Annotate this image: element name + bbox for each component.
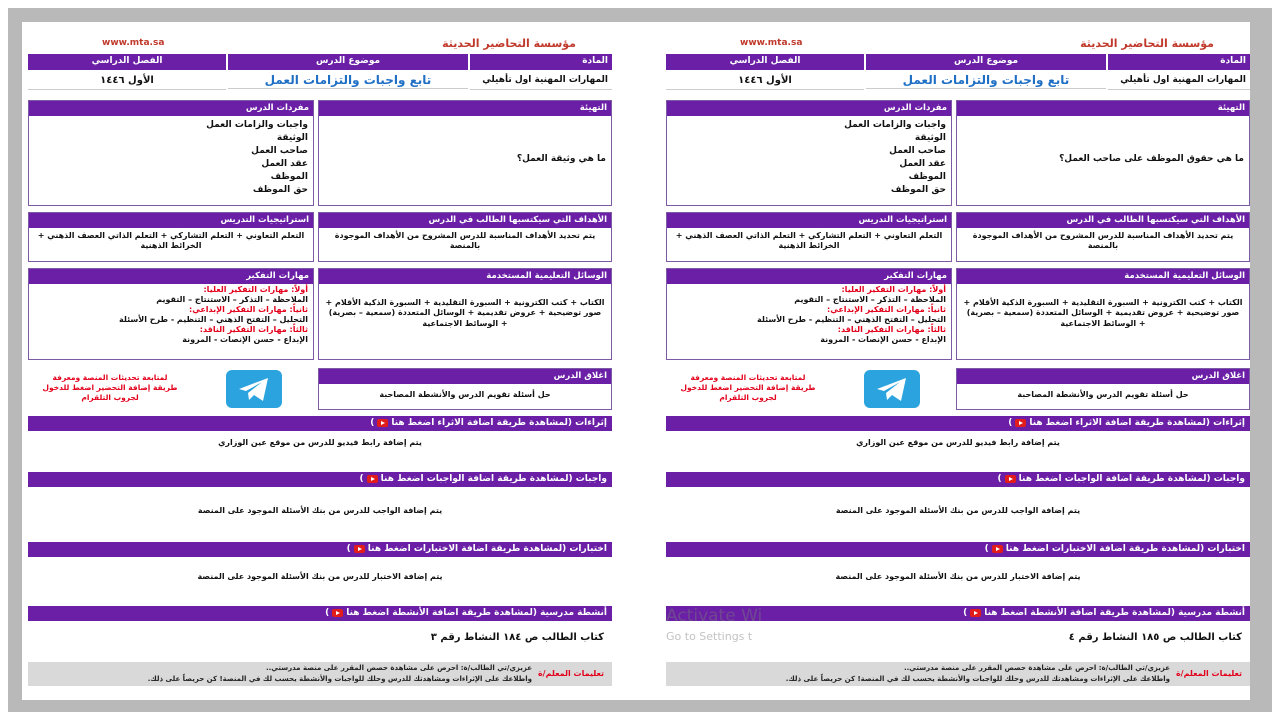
thinking-line: الملاحظة – التذكر – الاستنتاج – التقويم	[156, 295, 308, 304]
tests-title: اختبارات (لمشاهدة طريقة اضافة الاختبارات اضغط هنا	[367, 544, 607, 554]
aids-title: الوسائل التعليمية المستخدمة	[319, 269, 611, 284]
semester-label: الفصل الدراسي	[666, 54, 864, 70]
youtube-icon[interactable]	[377, 419, 388, 427]
activate-watermark-sub: Go to Settings t	[666, 630, 753, 643]
semester-value: الأول ١٤٤٦	[28, 72, 226, 90]
website-link[interactable]: www.mta.sa	[102, 38, 165, 48]
youtube-icon[interactable]	[332, 609, 343, 617]
vocab-box	[28, 100, 314, 206]
homework-title: واجبات (لمشاهدة طريقة اضافة الواجبات اضغط هنا	[380, 474, 607, 484]
homework-bar[interactable]	[28, 472, 612, 487]
lesson-page-1	[28, 34, 612, 686]
close-paren: )	[997, 474, 1002, 484]
tests-body: يتم إضافة الاختبار للدرس من بنك الأسئلة الموجود على المنصة	[197, 572, 443, 581]
enrichment-body: يتم إضافة رابط فيديو للدرس من موقع عين الوزاري	[218, 438, 422, 447]
goals-title: الأهداف التي سيكتسبها الطالب في الدرس	[957, 213, 1249, 228]
vocab-item: واجبات والزامات العمل	[206, 120, 308, 130]
goals-box	[318, 212, 612, 262]
vocab-item: صاحب العمل	[889, 146, 946, 157]
closing-box	[318, 368, 612, 410]
warmup-question: ما هي حقوق الموظف على صاحب العمل؟	[1059, 154, 1244, 164]
thinking-box	[28, 268, 314, 360]
semester-value: الأول ١٤٤٦	[666, 72, 864, 90]
thinking-heading: ثالثاً: مهارات التفكير الناقد:	[837, 325, 946, 334]
homework-body: يتم إضافة الواجب للدرس من بنك الأسئلة الموجود على المنصة	[197, 506, 443, 515]
teacher-notes	[28, 662, 612, 686]
enrichment-bar[interactable]	[28, 416, 612, 431]
page-header	[666, 34, 1250, 52]
strategies-box	[28, 212, 314, 262]
thinking-heading: ثالثاً: مهارات التفكير الناقد:	[199, 325, 308, 334]
thinking-box	[666, 268, 952, 360]
vocab-item: الوثيقة	[914, 133, 946, 144]
thinking-line: التحليل – التفتح الذهني – التنظيم - طرح الأسئلة	[757, 315, 946, 324]
youtube-icon[interactable]	[1005, 475, 1016, 483]
close-paren: )	[1008, 418, 1013, 428]
teacher-line2: واطلاعك على الإثراءات ومشاهدتك للدرس وحلك للواجبات والأنشطة يحسب لك في المنصة! كن حريصاً على ذلك.	[147, 675, 532, 683]
vocab-item: الموظف	[270, 172, 308, 183]
tests-bar[interactable]	[28, 542, 612, 557]
vocab-list	[667, 116, 951, 200]
thinking-heading: ثانياً: مهارات التفكير الإبداعي:	[827, 305, 946, 314]
tests-body: يتم إضافة الاختبار للدرس من بنك الأسئلة الموجود على المنصة	[835, 572, 1081, 581]
warmup-title: التهيئة	[319, 101, 611, 116]
lesson-page-2	[666, 34, 1250, 686]
enrichment-title: إثراءات (لمشاهدة طريقة اضافة الاثراء اضغط هنا	[391, 418, 607, 428]
close-paren: )	[963, 608, 968, 618]
thinking-line: الملاحظة – التذكر – الاستنتاج – التقويم	[794, 295, 946, 304]
strategies-title: استراتيجيات التدريس	[667, 213, 951, 228]
vocab-title: مفردات الدرس	[667, 101, 951, 116]
close-paren: )	[325, 608, 330, 618]
goals-text: يتم تحديد الأهداف المناسبة للدرس المشروح من الأهداف الموجودة بالمنصة	[972, 231, 1234, 251]
thinking-text	[667, 284, 951, 348]
subject-value: المهارات المهنية اول تأهيلي	[1108, 72, 1250, 90]
enrichment-bar[interactable]	[666, 416, 1250, 431]
homework-bar[interactable]	[666, 472, 1250, 487]
goals-text: يتم تحديد الأهداف المناسبة للدرس المشروح من الأهداف الموجودة بالمنصة	[334, 231, 596, 251]
vocab-item: الموظف	[908, 172, 946, 183]
vocab-item: واجبات والزامات العمل	[844, 120, 946, 130]
aids-title: الوسائل التعليمية المستخدمة	[957, 269, 1249, 284]
tests-bar[interactable]	[666, 542, 1250, 557]
org-name: مؤسسة التحاضير الحديثة	[1080, 37, 1214, 50]
warmup-title: التهيئة	[957, 101, 1249, 116]
topic-value: تابع واجبات والتزامات العمل	[866, 71, 1106, 89]
topic-value: تابع واجبات والتزامات العمل	[228, 71, 468, 89]
thinking-line: الإبداع - حسن الإنصات - المرونة	[820, 335, 946, 344]
aids-box	[318, 268, 612, 360]
activities-title: أنشطة مدرسية (لمشاهدة طريقة اضافة الأنشطة اضغط هنا	[984, 608, 1245, 618]
thinking-heading: ثانياً: مهارات التفكير الإبداعي:	[189, 305, 308, 314]
activity-text: كتاب الطالب ص ١٨٥ النشاط رقم ٤	[1068, 632, 1242, 643]
semester-label: الفصل الدراسي	[28, 54, 226, 70]
activities-bar[interactable]	[28, 606, 612, 621]
youtube-icon[interactable]	[970, 609, 981, 617]
youtube-icon[interactable]	[354, 545, 365, 553]
strategies-title: استراتيجيات التدريس	[29, 213, 313, 228]
warmup-box	[956, 100, 1250, 206]
closing-text: حل أسئلة تقويم الدرس والأنشطة المصاحبة	[1017, 390, 1189, 399]
topic-label: موضوع الدرس	[866, 54, 1106, 70]
activities-title: أنشطة مدرسية (لمشاهدة طريقة اضافة الأنشطة اضغط هنا	[346, 608, 607, 618]
vocab-item: عقد العمل	[899, 159, 946, 170]
homework-body: يتم إضافة الواجب للدرس من بنك الأسئلة الموجود على المنصة	[835, 506, 1081, 515]
closing-text: حل أسئلة تقويم الدرس والأنشطة المصاحبة	[379, 390, 551, 399]
subject-label: المادة	[470, 54, 612, 70]
vocab-item: عقد العمل	[261, 159, 308, 170]
goals-box	[956, 212, 1250, 262]
teacher-line1: عزيزي/تي الطالب/ة: احرص على مشاهدة حصص المقرر على منصة مدرستي..	[265, 664, 532, 672]
thinking-title: مهارات التفكير	[667, 269, 951, 284]
vocab-item: حق الموظف	[890, 185, 946, 196]
subject-value: المهارات المهنية اول تأهيلي	[470, 72, 612, 90]
closing-title: اغلاق الدرس	[319, 369, 611, 384]
youtube-icon[interactable]	[1015, 419, 1026, 427]
telegram-icon[interactable]	[864, 370, 920, 408]
close-paren: )	[370, 418, 375, 428]
telegram-icon[interactable]	[226, 370, 282, 408]
telegram-text[interactable]: لمتابعة تحديثات المنصة ومعرفة طريقة إضافة التحضير اضغط للدخول لجروب التلقرام	[42, 373, 178, 403]
page-header	[28, 34, 612, 52]
closing-box	[956, 368, 1250, 410]
teacher-line1: عزيزي/تي الطالب/ة: احرص على مشاهدة حصص المقرر على منصة مدرستي..	[903, 664, 1170, 672]
close-paren: )	[359, 474, 364, 484]
vocab-item: الوثيقة	[276, 133, 308, 144]
warmup-box	[318, 100, 612, 206]
subject-label: المادة	[1108, 54, 1250, 70]
enrichment-title: إثراءات (لمشاهدة طريقة اضافة الاثراء اضغط هنا	[1029, 418, 1245, 428]
org-name: مؤسسة التحاضير الحديثة	[442, 37, 576, 50]
homework-title: واجبات (لمشاهدة طريقة اضافة الواجبات اضغط هنا	[1018, 474, 1245, 484]
close-paren: )	[346, 544, 351, 554]
thinking-heading: أولاً: مهارات التفكير العليا:	[841, 285, 946, 294]
website-link[interactable]: www.mta.sa	[740, 38, 803, 48]
aids-text: الكتاب + كتب الكترونية + السبورة التقليدية + السبورة الذكية الأقلام + صور توضيحية + عروض تقديمية + الوسائل المتعددة (سمعية – بصرية) + الوسائط الاجتماعية	[963, 298, 1243, 328]
strategies-text: التعلم التعاوني + التعلم التشاركي + التعلم الذاتي العصف الذهني + الخرائط الذهنية	[675, 231, 943, 251]
teacher-label: تعليمات المعلم/ة	[1175, 669, 1242, 678]
youtube-icon[interactable]	[367, 475, 378, 483]
thinking-text	[29, 284, 313, 348]
thinking-heading: أولاً: مهارات التفكير العليا:	[203, 285, 308, 294]
teacher-label: تعليمات المعلم/ة	[537, 669, 604, 678]
strategies-box	[666, 212, 952, 262]
goals-title: الأهداف التي سيكتسبها الطالب في الدرس	[319, 213, 611, 228]
activity-text: كتاب الطالب ص ١٨٤ النشاط رقم ٣	[430, 632, 604, 643]
topic-label: موضوع الدرس	[228, 54, 468, 70]
vocab-box	[666, 100, 952, 206]
closing-title: اغلاق الدرس	[957, 369, 1249, 384]
aids-text: الكتاب + كتب الكترونية + السبورة التقليدية + السبورة الذكية الأقلام + صور توضيحية + عروض تقديمية + الوسائل المتعددة (سمعية – بصرية) + الوسائط الاجتماعية	[325, 298, 605, 328]
youtube-icon[interactable]	[992, 545, 1003, 553]
tests-title: اختبارات (لمشاهدة طريقة اضافة الاختبارات اضغط هنا	[1005, 544, 1245, 554]
close-paren: )	[984, 544, 989, 554]
activate-watermark: Activate Wi	[666, 606, 763, 626]
vocab-item: صاحب العمل	[251, 146, 308, 157]
teacher-line2: واطلاعك على الإثراءات ومشاهدتك للدرس وحلك للواجبات والأنشطة يحسب لك في المنصة! كن حريصاً على ذلك.	[785, 675, 1170, 683]
thinking-line: التحليل – التفتح الذهني – التنظيم - طرح الأسئلة	[119, 315, 308, 324]
vocab-title: مفردات الدرس	[29, 101, 313, 116]
thinking-line: الإبداع - حسن الإنصات - المرونة	[182, 335, 308, 344]
vocab-list	[29, 116, 313, 200]
vocab-item: حق الموظف	[252, 185, 308, 196]
enrichment-body: يتم إضافة رابط فيديو للدرس من موقع عين الوزاري	[856, 438, 1060, 447]
telegram-text[interactable]: لمتابعة تحديثات المنصة ومعرفة طريقة إضافة التحضير اضغط للدخول لجروب التلقرام	[680, 373, 816, 403]
aids-box	[956, 268, 1250, 360]
teacher-notes	[666, 662, 1250, 686]
strategies-text: التعلم التعاوني + التعلم التشاركي + التعلم الذاتي العصف الذهني + الخرائط الذهنية	[37, 231, 305, 251]
warmup-question: ما هي وثيقة العمل؟	[516, 154, 606, 164]
thinking-title: مهارات التفكير	[29, 269, 313, 284]
